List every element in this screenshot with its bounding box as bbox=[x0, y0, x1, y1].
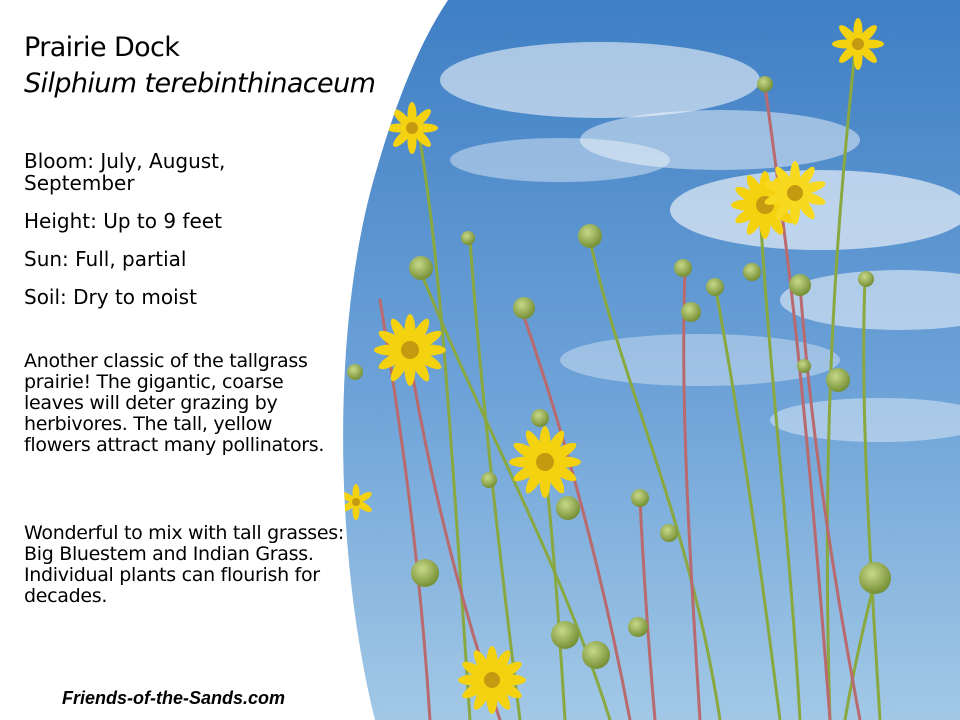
footer-website: Friends-of-the-Sands.com bbox=[62, 688, 286, 708]
fact-height: Height: Up to 9 feet bbox=[24, 209, 222, 233]
scientific-name: Silphium terebinthinaceum bbox=[24, 68, 376, 99]
planting-paragraph: Wonderful to mix with tall grasses: Big Bluestem and Indian Grass. Individual plants can flourish for decades. bbox=[24, 522, 344, 607]
common-name: Prairie Dock bbox=[24, 32, 180, 63]
fact-sun: Sun: Full, partial bbox=[24, 247, 187, 271]
fact-bloom: Bloom: July, August, September bbox=[24, 149, 226, 195]
slide-title bbox=[24, 30, 375, 102]
plant-facts bbox=[24, 150, 324, 324]
description-paragraph: Another classic of the tallgrass prairie! The gigantic, coarse leaves will deter grazing by herbivores. The tall, yellow flowers attract many pollinators. bbox=[24, 350, 325, 456]
fact-soil: Soil: Dry to moist bbox=[24, 285, 197, 309]
